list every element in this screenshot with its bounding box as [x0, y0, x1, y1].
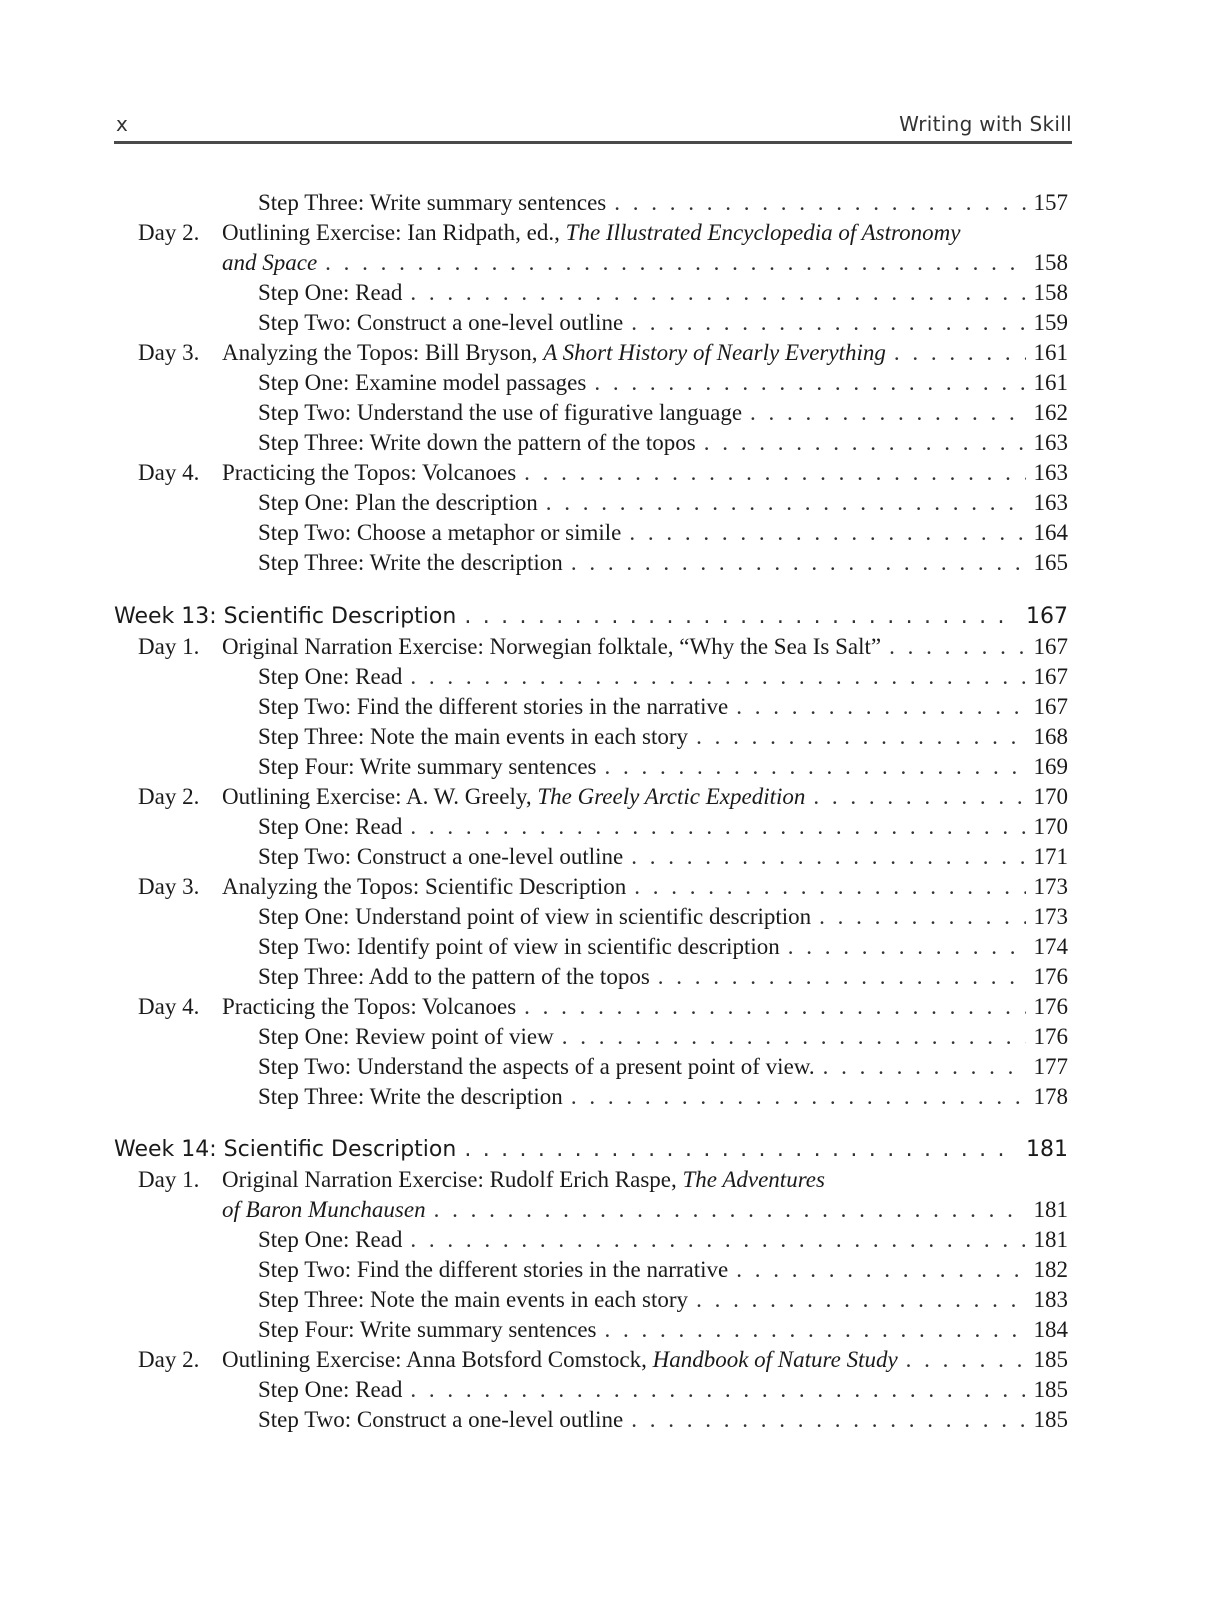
- toc-entry[interactable]: [258, 1317, 1068, 1343]
- work-title: Handbook of Nature Study: [652, 1347, 898, 1372]
- day-label: Day 2.: [138, 220, 200, 245]
- entry-title: Step One: Read: [258, 1377, 403, 1402]
- entry-page: 169: [1033, 754, 1068, 779]
- entry-page: 165: [1033, 550, 1068, 575]
- work-title: of Baron Munchausen: [222, 1197, 426, 1222]
- day-label: Day 2.: [138, 1347, 200, 1372]
- dot-leader: [788, 934, 1026, 960]
- dot-leader: [571, 1084, 1026, 1110]
- entry-title: Original Narration Exercise: Rudolf Erich Raspe, The Adventures: [222, 1167, 825, 1192]
- entry-title: Outlining Exercise: Ian Ridpath, ed., The Illustrated Encyclopedia of Astronomy: [222, 220, 961, 245]
- day-label: Day 4.: [138, 994, 200, 1019]
- toc-entry[interactable]: [138, 784, 1068, 810]
- entry-title: Step Two: Understand the use of figurative language: [258, 400, 743, 425]
- dot-leader: [614, 190, 1025, 216]
- work-title: The Greely Arctic Expedition: [537, 784, 806, 809]
- toc-entry[interactable]: [258, 280, 1068, 306]
- toc-entry[interactable]: [258, 934, 1068, 960]
- entry-title: [222, 250, 317, 276]
- day-label: Day 2.: [138, 784, 200, 809]
- toc-entry[interactable]: [258, 694, 1068, 720]
- dot-leader: [546, 490, 1026, 516]
- entry-page: 162: [1033, 400, 1068, 425]
- dot-leader: [464, 604, 1018, 629]
- dot-leader: [594, 370, 1025, 396]
- dot-leader: [410, 280, 1025, 306]
- dot-leader: [524, 994, 1025, 1020]
- dot-leader: [629, 520, 1025, 546]
- dot-leader: [813, 784, 1025, 810]
- entry-title: Step One: Examine model passages: [258, 370, 587, 395]
- toc-entry[interactable]: [258, 1257, 1068, 1283]
- dot-leader: [562, 1024, 1026, 1050]
- dot-leader: [631, 844, 1025, 870]
- toc-entry[interactable]: [138, 994, 1068, 1020]
- dot-leader: [524, 460, 1025, 486]
- entry-page: 181: [1033, 1227, 1068, 1252]
- work-title: The Adventures: [682, 1167, 825, 1192]
- entry-page: 178: [1033, 1084, 1068, 1109]
- dot-leader: [819, 904, 1025, 930]
- entry-title: Step Four: Write summary sentences: [258, 754, 597, 779]
- entry-page: 181: [1026, 1137, 1068, 1162]
- entry-page: 182: [1033, 1257, 1068, 1282]
- dot-leader: [631, 1407, 1025, 1433]
- entry-page: 158: [1033, 250, 1068, 275]
- entry-title: Step Two: Construct a one-level outline: [258, 310, 624, 335]
- entry-title: Step Two: Construct a one-level outline: [258, 844, 624, 869]
- dot-leader: [696, 724, 1025, 750]
- page-number: x: [116, 112, 128, 136]
- entry-title: Step Two: Find the different stories in the narrative: [258, 694, 729, 719]
- entry-title: Step Three: Write down the pattern of the topos: [258, 430, 696, 455]
- entry-title: Step One: Read: [258, 664, 403, 689]
- day-label: Day 1.: [138, 1167, 200, 1192]
- toc-week-heading[interactable]: [114, 1137, 1068, 1162]
- week-title: Week 14: Scientific Description: [114, 1137, 457, 1162]
- dot-leader: [736, 1257, 1025, 1283]
- entry-title: [222, 1197, 426, 1223]
- dot-leader: [704, 430, 1026, 456]
- entry-page: 159: [1033, 310, 1068, 335]
- toc-entry[interactable]: [258, 1377, 1068, 1403]
- entry-title: Step One: Plan the description: [258, 490, 538, 515]
- toc-entry[interactable]: [138, 220, 960, 246]
- entry-page: 173: [1033, 904, 1068, 929]
- toc-entry-continuation[interactable]: [222, 250, 1068, 276]
- toc-entry[interactable]: [258, 1227, 1068, 1253]
- book-title: Writing with Skill: [899, 112, 1072, 136]
- dot-leader: [889, 634, 1025, 660]
- entry-page: 176: [1033, 964, 1068, 989]
- dot-leader: [631, 310, 1025, 336]
- entry-title: Step One: Understand point of view in scientific description: [258, 904, 812, 929]
- toc-entry[interactable]: [258, 190, 1068, 216]
- entry-page: 185: [1033, 1407, 1068, 1432]
- entry-page: 167: [1033, 664, 1068, 689]
- dot-leader: [571, 550, 1026, 576]
- work-title: A Short History of Nearly Everything: [543, 340, 886, 365]
- dot-leader: [410, 1377, 1025, 1403]
- entry-title: Step Two: Choose a metaphor or simile: [258, 520, 622, 545]
- entry-title: Step One: Review point of view: [258, 1024, 554, 1049]
- entry-page: 176: [1033, 1024, 1068, 1049]
- entry-page: 167: [1033, 634, 1068, 659]
- entry-title: Original Narration Exercise: Norwegian folktale, “Why the Sea Is Salt”: [222, 634, 882, 659]
- toc-entry[interactable]: [258, 844, 1068, 870]
- entry-title: Step Three: Note the main events in each story: [258, 1287, 689, 1312]
- entry-title: Step Three: Note the main events in each story: [258, 724, 689, 749]
- entry-title: Step Two: Understand the aspects of a present point of view.: [258, 1054, 815, 1079]
- work-title: The Illustrated Encyclopedia of Astronomy: [565, 220, 961, 245]
- dot-leader: [894, 340, 1026, 366]
- entry-page: 185: [1033, 1377, 1068, 1402]
- toc-entry[interactable]: [138, 460, 1068, 486]
- toc-entry[interactable]: [258, 754, 1068, 780]
- entry-title: Analyzing the Topos: Scientific Description: [222, 874, 627, 899]
- entry-title: Outlining Exercise: Anna Botsford Comstock, Handbook of Nature Study: [222, 1347, 898, 1372]
- toc-entry[interactable]: [258, 724, 1068, 750]
- toc-entry[interactable]: [258, 1407, 1068, 1433]
- entry-title: Step One: Read: [258, 814, 403, 839]
- week-title: Week 13: Scientific Description: [114, 604, 457, 629]
- dot-leader: [906, 1347, 1026, 1373]
- entry-page: 183: [1033, 1287, 1068, 1312]
- dot-leader: [736, 694, 1025, 720]
- entry-page: 170: [1033, 784, 1068, 809]
- dot-leader: [604, 1317, 1025, 1343]
- toc-entry[interactable]: [258, 664, 1068, 690]
- entry-page: 185: [1033, 1347, 1068, 1372]
- toc-entry[interactable]: [138, 634, 1068, 660]
- entry-page: 174: [1033, 934, 1068, 959]
- dot-leader: [604, 754, 1025, 780]
- toc-entry[interactable]: [258, 1054, 1068, 1080]
- entry-title: Step Four: Write summary sentences: [258, 1317, 597, 1342]
- entry-page: 181: [1033, 1197, 1068, 1222]
- entry-page: 173: [1033, 874, 1068, 899]
- toc-entry[interactable]: [258, 814, 1068, 840]
- toc-entry[interactable]: [258, 1287, 1068, 1313]
- entry-page: 184: [1033, 1317, 1068, 1342]
- toc-entry[interactable]: [258, 964, 1068, 990]
- toc-week-heading[interactable]: [114, 604, 1068, 629]
- toc-entry[interactable]: [258, 370, 1068, 396]
- entry-page: 163: [1033, 430, 1068, 455]
- toc-entry[interactable]: [258, 904, 1068, 930]
- entry-page: 164: [1033, 520, 1068, 545]
- entry-title: Outlining Exercise: A. W. Greely, The Greely Arctic Expedition: [222, 784, 806, 809]
- toc-entry[interactable]: [258, 520, 1068, 546]
- toc-entry[interactable]: [258, 400, 1068, 426]
- entry-page: 167: [1033, 694, 1068, 719]
- dot-leader: [410, 1227, 1025, 1253]
- day-label: Day 4.: [138, 460, 200, 485]
- entry-page: 161: [1033, 370, 1068, 395]
- toc-entry[interactable]: [258, 1084, 1068, 1110]
- dot-leader: [696, 1287, 1025, 1313]
- entry-title: Step Three: Add to the pattern of the topos: [258, 964, 650, 989]
- toc-entry[interactable]: [258, 1024, 1068, 1050]
- entry-page: 163: [1033, 460, 1068, 485]
- toc-entry[interactable]: [138, 1347, 1068, 1373]
- dot-leader: [634, 874, 1025, 900]
- entry-title: Analyzing the Topos: Bill Bryson, A Short History of Nearly Everything: [222, 340, 886, 365]
- toc-entry[interactable]: [258, 430, 1068, 456]
- entry-title: Step Three: Write the description: [258, 1084, 563, 1109]
- toc-entry[interactable]: [138, 874, 1068, 900]
- entry-page: 170: [1033, 814, 1068, 839]
- dot-leader: [325, 250, 1025, 276]
- dot-leader: [750, 400, 1025, 426]
- entry-title: Practicing the Topos: Volcanoes: [222, 994, 517, 1019]
- entry-title: Step One: Read: [258, 1227, 403, 1252]
- entry-page: 167: [1026, 604, 1068, 629]
- dot-leader: [658, 964, 1026, 990]
- entry-page: 161: [1033, 340, 1068, 365]
- toc-entry[interactable]: [138, 340, 1068, 366]
- day-label: Day 3.: [138, 874, 200, 899]
- entry-title: Step Two: Identify point of view in scientific description: [258, 934, 780, 959]
- entry-page: 158: [1033, 280, 1068, 305]
- entry-title: Step One: Read: [258, 280, 403, 305]
- toc-entry[interactable]: [258, 550, 1068, 576]
- toc-entry[interactable]: [138, 1167, 825, 1193]
- entry-page: 171: [1033, 844, 1068, 869]
- entry-page: 163: [1033, 490, 1068, 515]
- entry-page: 157: [1033, 190, 1068, 215]
- day-label: Day 1.: [138, 634, 200, 659]
- entry-title: Step Two: Find the different stories in the narrative: [258, 1257, 729, 1282]
- toc-entry[interactable]: [258, 490, 1068, 516]
- entry-page: 177: [1033, 1054, 1068, 1079]
- entry-title: Step Three: Write summary sentences: [258, 190, 607, 215]
- day-label: Day 3.: [138, 340, 200, 365]
- toc-entry-continuation[interactable]: [222, 1197, 1068, 1223]
- work-title: and Space: [222, 250, 318, 275]
- entry-title: Practicing the Topos: Volcanoes: [222, 460, 517, 485]
- entry-title: Step Three: Write the description: [258, 550, 563, 575]
- toc-entry[interactable]: [258, 310, 1068, 336]
- dot-leader: [410, 814, 1025, 840]
- entry-page: 168: [1033, 724, 1068, 749]
- dot-leader: [434, 1197, 1026, 1223]
- dot-leader: [823, 1054, 1026, 1080]
- entry-page: 176: [1033, 994, 1068, 1019]
- dot-leader: [410, 664, 1025, 690]
- dot-leader: [464, 1137, 1018, 1162]
- entry-title: Step Two: Construct a one-level outline: [258, 1407, 624, 1432]
